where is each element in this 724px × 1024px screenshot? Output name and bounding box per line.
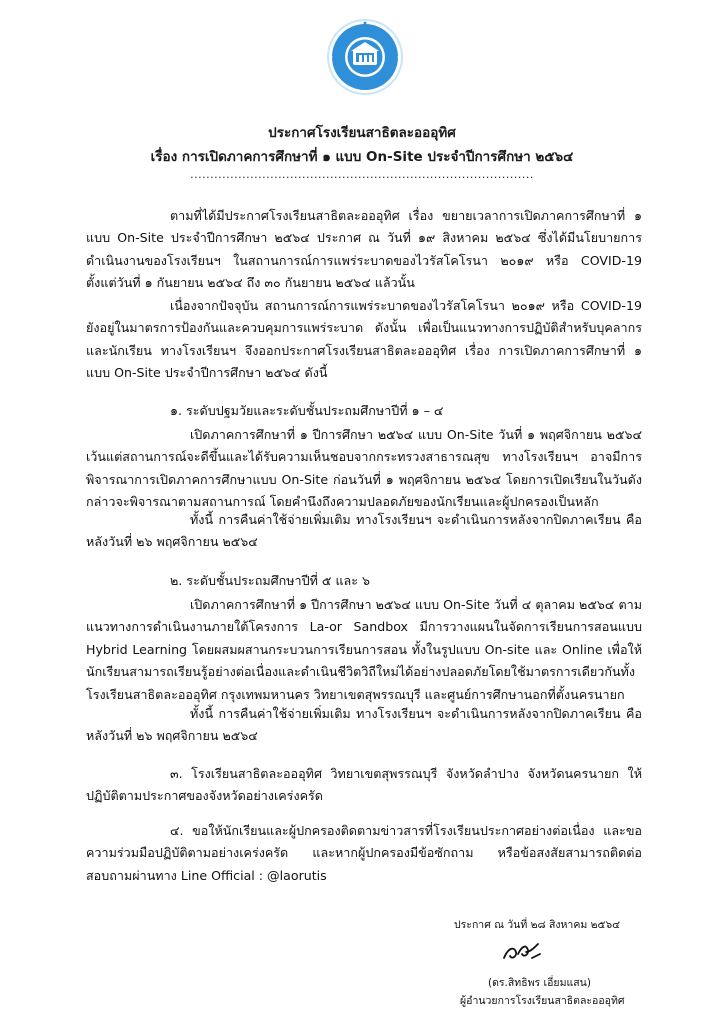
section-2-text: เปิดภาคการศึกษาที่ ๑ ปีการศึกษา ๒๕๖๔ แบบ On-Site วันที่ ๔ ตุลาคม ๒๕๖๔ ตามแนวทางการดำเนินงานภายใต้โครงการ La-or Sandbox มีการวางแผนในจัดการเรียนการสอนแบบ Hybrid Learning โดยผสมผสานกระบวนการเรียนการสอน ทั้งในรูปแบบ On-site และ Online เพื่อให้นักเรียนสามารถเรียนรู้อย่างต่อเนื่องและดำเนินชีวิตวิถีใหม่ได้อย่างปลอดภัยโดยใช้มาตรการเดียวกันทั้งโรงเรียนสาธิตละอออุทิศ กรุงเทพมหานคร วิทยาเขตสุพรรณบุรี และศูนย์การศึกษานอกที่ตั้งนครนายก <box>86 597 642 702</box>
section-1-heading: ๑. ระดับปฐมวัยและระดับชั้นประถมศึกษาปีที่ ๑ – ๔ <box>170 403 444 418</box>
signer-name: (ดร.สิทธิพร เอี่ยมแสน) <box>488 977 591 989</box>
intro-paragraph-2: เนื่องจากปัจจุบัน สถานการณ์การแพร่ระบาดของไวรัสโคโรนา ๒๐๑๙ หรือ COVID-19 ยังอยู่ในมาตรการป้องกันและควบคุมการแพร่ระบาด ดังนั้น เพื่อเป็นแนวทางการปฏิบัติสำหรับบุคลากรและนักเรียน ทางโรงเรียนฯ จึงออกประกาศโรงเรียนสาธิตละอออุทิศ เรื่อง การเปิดภาคการศึกษาที่ ๑ แบบ On-Site ประจำปีการศึกษา ๒๕๖๔ ดังนี้ <box>86 298 642 381</box>
section-4-text: ๔. ขอให้นักเรียนและผู้ปกครองติดตามข่าวสารที่โรงเรียนประกาศอย่างต่อเนื่อง และขอความร่วมมือปฏิบัติตามอย่างเคร่งครัด และหากผู้ปกครองมีข้อซักถาม หรือข้อสงสัยสามารถติดต่อสอบถามผ่านทาง Line Official : @laorutis <box>86 823 642 883</box>
section-3-text: ๓. โรงเรียนสาธิตละอออุทิศ วิทยาเขตสุพรรณบุรี จังหวัดลำปาง จังหวัดนครนายก ให้ปฏิบัติตามประกาศของจังหวัดอย่างเคร่งครัด <box>86 766 642 804</box>
section-2-refund: ทั้งนี้ การคืนค่าใช้จ่ายเพิ่มเติม ทางโรงเรียนฯ จะดำเนินการหลังจากปิดภาคเรียน คือ หลังวันที่ ๒๖ พฤศจิกายน ๒๕๖๔ <box>86 706 642 744</box>
title-separator: ...................................................................................... <box>190 168 534 181</box>
signer-title: ผู้อำนวยการโรงเรียนสาธิตละอออุทิศ <box>460 995 625 1007</box>
intro-paragraph-1: ตามที่ได้มีประกาศโรงเรียนสาธิตละอออุทิศ เรื่อง ขยายเวลาการเปิดภาคการศึกษาที่ ๑ แบบ On-Site ประจำปีการศึกษา ๒๕๖๔ ประกาศ ณ วันที่ ๑๙ สิงหาคม ๒๕๖๔ ซึ่งได้มีนโยบายการดำเนินงานของโรงเรียนฯ ในสถานการณ์การแพร่ระบาดของไวรัสโคโรนา ๒๐๑๙ หรือ COVID-19 ตั้งแต่วันที่ ๑ กันยายน ๒๕๖๔ ถึง ๓๐ กันยายน ๒๕๖๔ แล้วนั้น <box>86 208 642 291</box>
handwritten-signature <box>500 940 544 966</box>
school-seal-icon <box>326 18 404 96</box>
section-1-text: เปิดภาคการศึกษาที่ ๑ ปีการศึกษา ๒๕๖๔ แบบ On-Site วันที่ ๑ พฤศจิกายน ๒๕๖๔ เว้นแต่สถานการณ์จะดีขึ้นและได้รับความเห็นชอบจากกระทรวงสาธารณสุข ทางโรงเรียนฯ อาจมีการพิจารณาการเปิดภาคการศึกษาแบบ On-Site ก่อนวันที่ ๑ พฤศจิกายน ๒๕๖๔ โดยการเปิดเรียนในวันดังกล่าวจะพิจารณาตามสถานการณ์ โดยคำนึงถึงความปลอดภัยของนักเรียนและผู้ปกครองเป็นหลัก <box>86 427 642 510</box>
announcement-subject: เรื่อง การเปิดภาคการศึกษาที่ ๑ แบบ On-Site ประจำปีการศึกษา ๒๕๖๔ <box>150 149 574 165</box>
announcement-date: ประกาศ ณ วันที่ ๒๘ สิงหาคม ๒๕๖๔ <box>454 919 621 931</box>
section-1-refund: ทั้งนี้ การคืนค่าใช้จ่ายเพิ่มเติม ทางโรงเรียนฯ จะดำเนินการหลังจากปิดภาคเรียน คือ หลังวันที่ ๒๖ พฤศจิกายน ๒๕๖๔ <box>86 512 642 550</box>
section-2-heading: ๒. ระดับชั้นประถมศึกษาปีที่ ๕ และ ๖ <box>170 573 371 588</box>
announcement-title: ประกาศโรงเรียนสาธิตละอออุทิศ <box>268 125 456 141</box>
